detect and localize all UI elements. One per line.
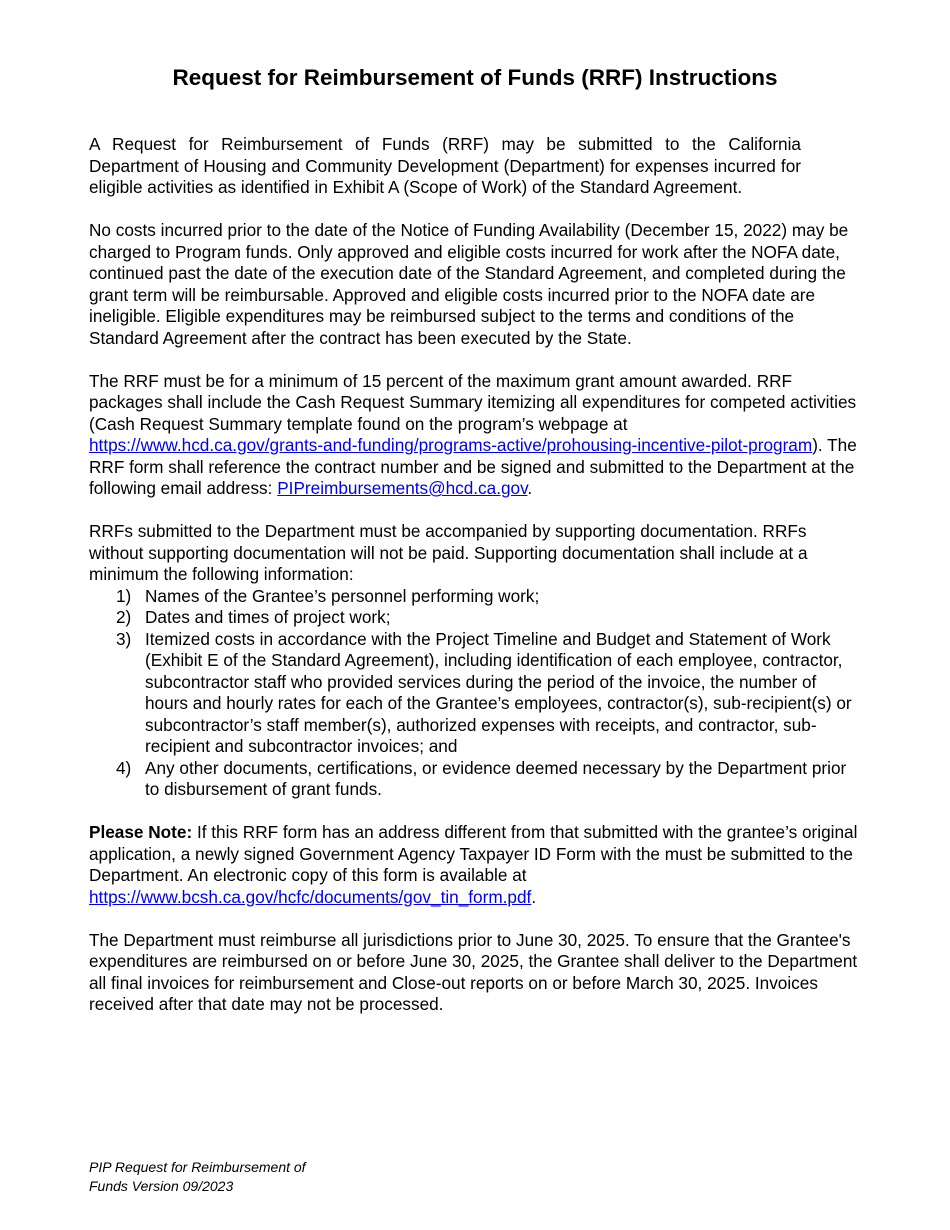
paragraph-deadline: The Department must reimburse all jurisdictions prior to June 30, 2025. To ensure that the Grantee's expenditures are reimbursed on or before June 30, 2025, the Grantee shall deliver to the Department all final invoices for reimbursement and Close-out reports on or before March 30, 2025. Invoices received after that date may not be processed.: [89, 929, 858, 1014]
list-item: [89, 607, 861, 629]
list-item-text: Any other documents, certifications, or evidence deemed necessary by the Department prior to disbursement of grant funds.: [145, 757, 847, 799]
tin-form-link[interactable]: https://www.bcsh.ca.gov/hcfc/documents/gov_tin_form.pdf: [89, 886, 532, 907]
paragraph-cost-eligibility: No costs incurred prior to the date of the Notice of Funding Availability (December 15, 2022) may be charged to Program funds. Only approved and eligible costs incurred for work after the NOFA date, continued past the date of the execution date of the Standard Agreement, and completed during the grant term will be reimbursable. Approved and eligible costs incurred prior to the NOFA date are ineligible. Eligible expenditures may be reimbursed subject to the terms and conditions of the Standard Agreement after the contract has been executed by the State.: [89, 220, 849, 348]
paragraph-please-note: [89, 822, 861, 908]
list-item: [89, 586, 861, 608]
document-body: [89, 134, 861, 1037]
paragraph-rrf-requirements: [89, 371, 861, 500]
list-item-number: 3): [116, 628, 132, 649]
paragraph-supporting-docs: RRFs submitted to the Department must be accompanied by supporting documentation. RRFs without supporting documentation will not be paid. Supporting documentation shall include at a minimum the following information:: [89, 521, 808, 584]
list-item: [89, 758, 861, 801]
rrf-text-after-link: ). The RRF form shall reference the contract number and be signed and submitted to the Department at the following email address:: [89, 435, 857, 498]
rrf-text-after-email: .: [527, 478, 533, 498]
list-item-text: Itemized costs in accordance with the Project Timeline and Budget and Statement of Work (Exhibit E of the Standard Agreement), including identification of each employee, contractor, subcontractor staff who provided services during the period of the invoice, the number of hours and hourly rates for each of the Grantee’s employees, contractor(s), sub-recipient(s) or subcontractor’s staff member(s), authorized expenses with receipts, and contractor, sub-recipient and subcontractor invoices; and: [145, 628, 852, 756]
note-label: Please Note:: [89, 822, 193, 842]
footer-line-2: Funds Version 09/2023: [89, 1178, 234, 1194]
list-item-number: 2): [116, 607, 132, 627]
reimbursement-email-link[interactable]: PIPreimbursements@hcd.ca.gov: [277, 478, 528, 498]
note-text-after-link: .: [531, 886, 537, 907]
note-text: If this RRF form has an address different from that submitted with the grantee’s original application, a newly signed Government Agency Taxpayer ID Form with the must be submitted to the Department. An electronic copy of this form is available at: [89, 822, 858, 885]
footer-line-1: PIP Request for Reimbursement of: [89, 1159, 306, 1175]
supporting-docs-list: [89, 586, 861, 801]
list-item-text: Names of the Grantee’s personnel performing work;: [145, 585, 540, 606]
list-item: [89, 629, 861, 758]
page-title: Request for Reimbursement of Funds (RRF) Instructions: [172, 65, 778, 90]
list-item-text: Dates and times of project work;: [145, 607, 391, 627]
list-item-number: 1): [116, 585, 132, 606]
paragraph-intro: A Request for Reimbursement of Funds (RRF) may be submitted to the California Department of Housing and Community Development (Department) for expenses incurred for eligible activities as identified in Exhibit A (Scope of Work) of the Standard Agreement.: [89, 134, 801, 197]
page-footer: [89, 1158, 306, 1196]
program-webpage-link[interactable]: https://www.hcd.ca.gov/grants-and-funding/programs-active/prohousing-incentive-pilot-program: [89, 435, 813, 455]
list-item-number: 4): [116, 757, 132, 778]
rrf-text-before-link: The RRF must be for a minimum of 15 percent of the maximum grant amount awarded. RRF packages shall include the Cash Request Summary itemizing all expenditures for competed activities (Cash Request Summary template found on the program’s webpage at: [89, 370, 857, 434]
